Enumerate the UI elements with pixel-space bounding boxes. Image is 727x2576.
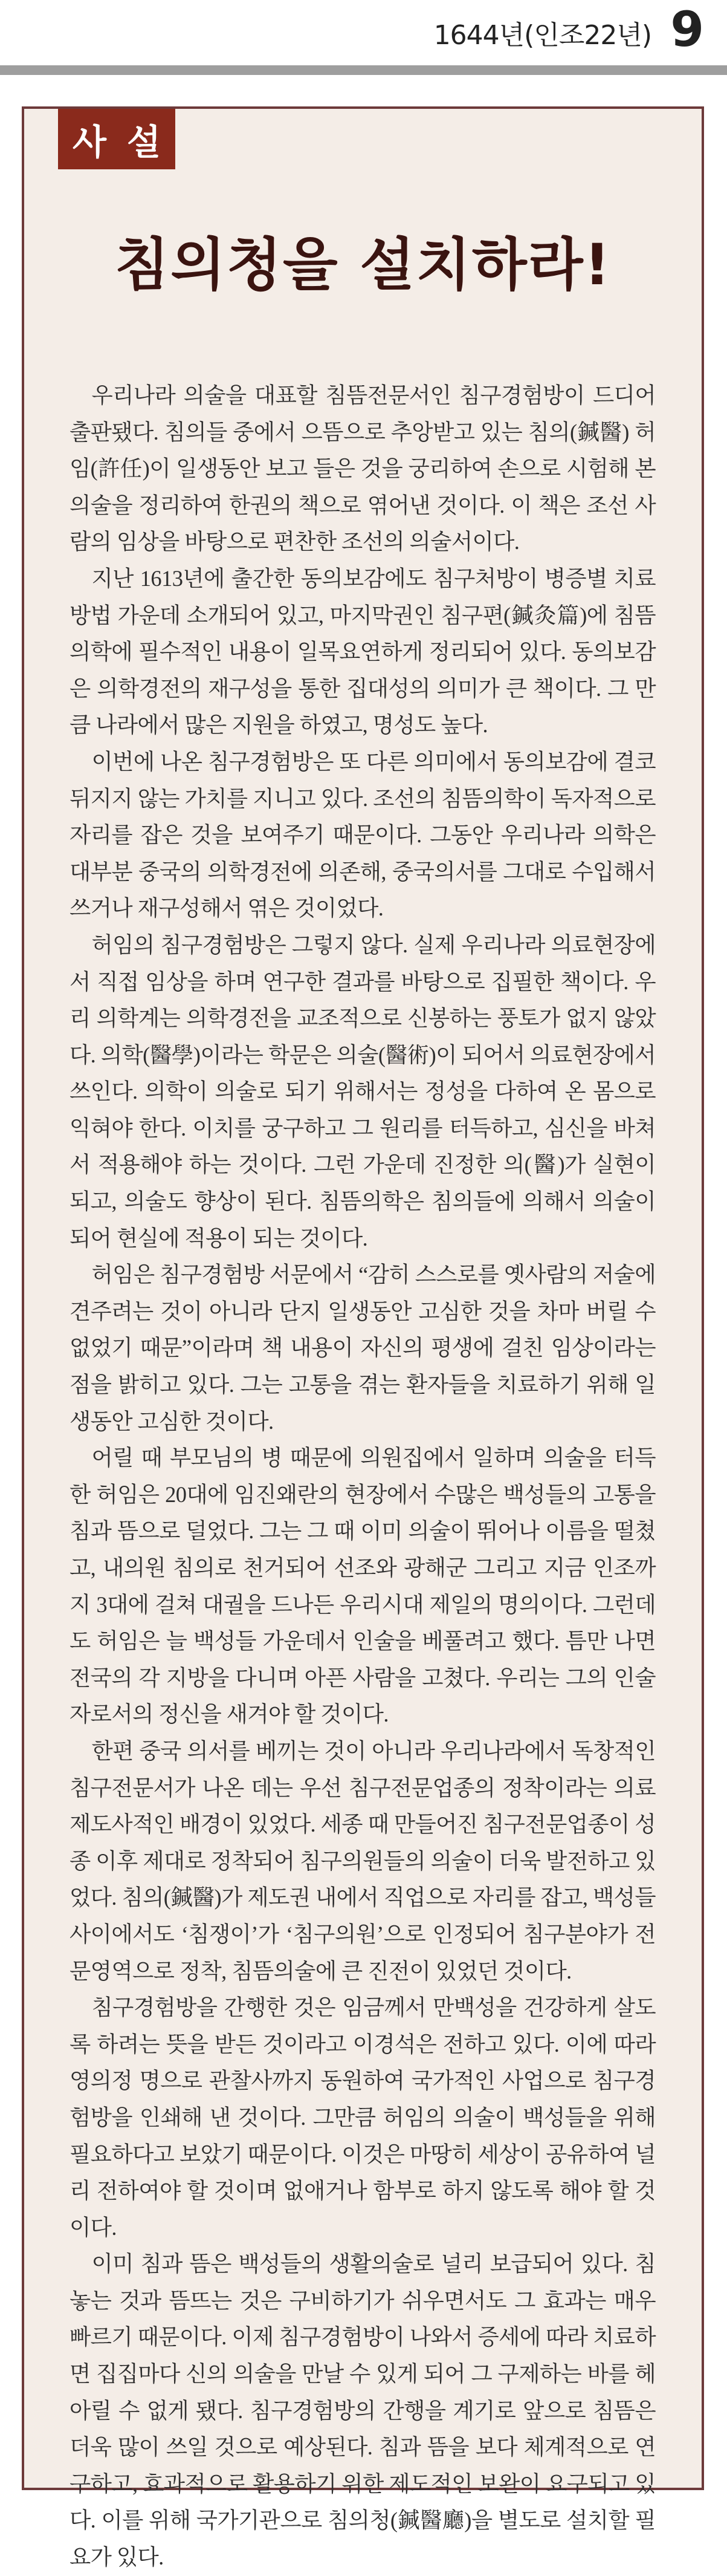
header-rule — [0, 65, 727, 75]
article-body — [69, 377, 656, 2576]
headline: 침의청을 설치하라! — [114, 232, 612, 298]
paragraph: 한편 중국 의서를 베끼는 것이 아니라 우리나라에서 독창적인 침구전문서가 나온 데는 우선 침구전문업종의 정착이라는 의료제도사적인 배경이 있었다. 세종 때 만들어진 침구전문업종이 성종 이후 제대로 정착되어 침구의원들의 의술이 더욱 발전하고 있었다. 침의(鍼醫)가 제도권 내에서 직업으로 자리를 잡고, 백성들 사이에서도 ‘침쟁이’가 ‘침구의원’으로 인정되어 침구분야가 전문영역으로 정착, 침뜸의술에 큰 진전이 있었던 것이다. — [69, 1738, 656, 1983]
paragraph: 지난 1613년에 출간한 동의보감에도 침구처방이 병증별 치료방법 가운데 소개되어 있고, 마지막권인 침구편(鍼灸篇)에 침뜸의학에 필수적인 내용이 일목요연하게 정리되어 있다. 동의보감은 의학경전의 재구성을 통한 집대성의 의미가 큰 책이다. 그 만큼 나라에서 많은 지원을 하였고, 명성도 높다. — [69, 565, 656, 738]
issue-date: 1644년(인조22년) — [433, 20, 651, 51]
paragraph: 이번에 나온 침구경험방은 또 다른 의미에서 동의보감에 결코 뒤지지 않는 가치를 지니고 있다. 조선의 침뜸의학이 독자적으로 자리를 잡은 것을 보여주기 때문이다. 그동안 우리나라 의학은 대부분 중국의 의학경전에 의존해, 중국의서를 그대로 수입해서 쓰거나 재구성해서 엮은 것이었다. — [69, 749, 656, 921]
page-header — [0, 0, 727, 67]
paragraph: 허임은 침구경험방 서문에서 “감히 스스로를 옛사람의 저술에 견주려는 것이 아니라 단지 일생동안 고심한 것을 차마 버릴 수 없었기 때문”이라며 책 내용이 자신의 평생에 걸친 임상이라는 점을 밝히고 있다. 그는 고통을 겪는 환자들을 치료하기 위해 일생동안 고심한 것이다. — [69, 1262, 656, 1434]
paragraph: 어릴 때 부모님의 병 때문에 의원집에서 일하며 의술을 터득한 허임은 20대에 임진왜란의 현장에서 수많은 백성들의 고통을 침과 뜸으로 덜었다. 그는 그 때 이미 의술이 뛰어나 이름을 떨쳤고, 내의원 침의로 천거되어 선조와 광해군 그리고 지금 인조까지 3대에 걸쳐 대궐을 드나든 우리시대 제일의 명의이다. 그런데도 허임은 늘 백성들 가운데서 인술을 베풀려고 했다. 틈만 나면 전국의 각 지방을 다니며 아픈 사람을 고쳤다. 우리는 그의 인술자로서의 정신을 새겨야 할 것이다. — [69, 1445, 656, 1727]
paragraph: 허임의 침구경험방은 그렇지 않다. 실제 우리나라 의료현장에서 직접 임상을 하며 연구한 결과를 바탕으로 집필한 책이다. 우리 의학계는 의학경전을 교조적으로 신봉하는 풍토가 없지 않았다. 의학(醫學)이라는 학문은 의술(醫術)이 되어서 의료현장에서 쓰인다. 의학이 의술로 되기 위해서는 정성을 다하여 온 몸으로 익혀야 한다. 이치를 궁구하고 그 원리를 터득하고, 심신을 바쳐서 적용해야 하는 것이다. 그런 가운데 진정한 의(醫)가 실현이 되고, 의술도 향상이 된다. 침뜸의학은 침의들에 의해서 의술이 되어 현실에 적용이 되는 것이다. — [69, 932, 656, 1251]
editorial-box — [22, 106, 704, 2570]
paragraph: 침구경험방을 간행한 것은 임금께서 만백성을 건강하게 살도록 하려는 뜻을 받든 것이라고 이경석은 전하고 있다. 이에 따라 영의정 명으로 관찰사까지 동원하여 국가적인 사업으로 침구경험방을 인쇄해 낸 것이다. 그만큼 허임의 의술이 백성들을 위해 필요하다고 보았기 때문이다. 이것은 마땅히 세상이 공유하여 널리 전하여야 할 것이며 없애거나 함부로 하지 않도록 해야 할 것이다. — [69, 1995, 656, 2240]
paragraph: 이미 침과 뜸은 백성들의 생활의술로 널리 보급되어 있다. 침 놓는 것과 뜸뜨는 것은 구비하기가 쉬우면서도 그 효과는 매우 빠르기 때문이다. 이제 침구경험방이 나와서 증세에 따라 치료하면 집집마다 신의 의술을 만날 수 있게 되어 그 구제하는 바를 헤아릴 수 없게 됐다. 침구경험방의 간행을 계기로 앞으로 침뜸은 더욱 많이 쓰일 것으로 예상된다. 침과 뜸을 보다 체계적으로 연구하고, 효과적으로 활용하기 위한 제도적인 보완이 요구되고 있다. 이를 위해 국가기관으로 침의청(鍼醫廳)을 별도로 설치할 필요가 있다. — [69, 2251, 656, 2570]
section-label: 사설 — [72, 122, 182, 163]
page-number: 9 — [670, 1, 704, 57]
paragraph: 우리나라 의술을 대표할 침뜸전문서인 침구경험방이 드디어 출판됐다. 침의들 중에서 으뜸으로 추앙받고 있는 침의(鍼醫) 허임(許任)이 일생동안 보고 들은 것을 궁리하여 손으로 시험해 본 의술을 정리하여 한권의 책으로 엮어낸 것이다. 이 책은 조선 사람의 임상을 바탕으로 편찬한 조선의 의술서이다. — [69, 383, 656, 555]
section-badge — [58, 109, 182, 169]
